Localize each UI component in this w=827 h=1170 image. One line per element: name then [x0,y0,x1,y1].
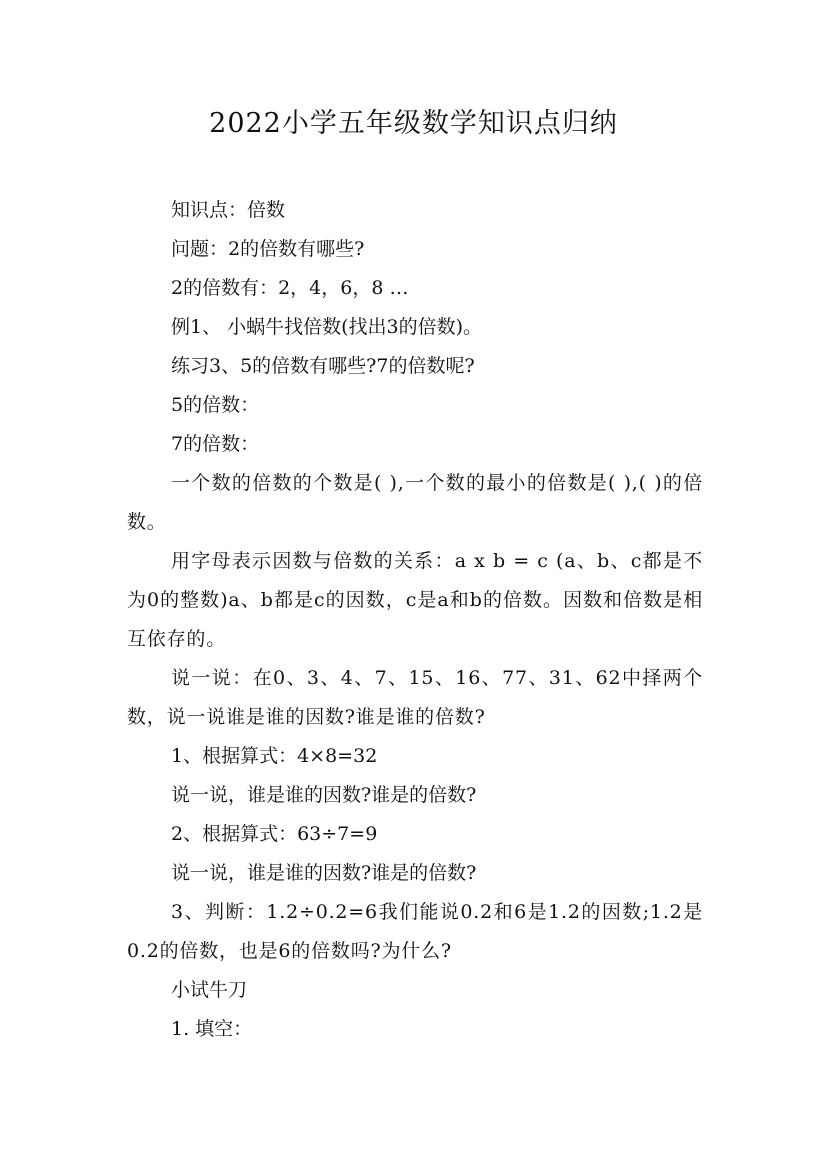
paragraph-knowledge-point: 知识点：倍数 [171,199,286,221]
paragraph-exercise: 练习3、5的倍数有哪些?7的倍数呢? [171,355,475,377]
document-title: 2022小学五年级数学知识点归纳 [209,108,618,139]
paragraph-fill-blank: 1. 填空： [171,1018,253,1040]
paragraph-say-it-3: 说一说，谁是谁的因数?谁是的倍数? [171,862,477,884]
paragraph-letter-relation: 用字母表示因数与倍数的关系：a x b = c (a、b、c都是不为0的整数)a、b都是c的因数，c是a和b的倍数。因数和倍数是相互依存的。 [127,550,703,650]
paragraph-formula-2: 2、根据算式：63÷7=9 [171,823,378,845]
paragraph-say-it-2: 说一说，谁是谁的因数?谁是的倍数? [171,784,477,806]
paragraph-multiples-of-5: 5的倍数： [171,394,260,416]
document-body [127,191,703,1049]
paragraph-say-it: 说一说：在0、3、4、7、15、16、77、31、62中择两个数，说一说谁是谁的因数?谁是谁的倍数? [127,667,703,728]
paragraph-multiples-of-7: 7的倍数： [171,433,260,455]
paragraph-judgement: 3、判断：1.2÷0.2=6我们能说0.2和6是1.2的因数;1.2是0.2的倍数，也是6的倍数吗?为什么? [127,901,703,962]
paragraph-multiples-of-2: 2的倍数有：2，4，6，8 … [171,277,409,299]
paragraph-question: 问题：2的倍数有哪些? [171,238,365,260]
paragraph-example-1: 例1、 小蜗牛找倍数(找出3的倍数)。 [171,316,483,338]
paragraph-formula-1: 1、根据算式：4×8=32 [171,745,378,767]
paragraph-practice-heading: 小试牛刀 [171,979,248,1001]
paragraph-multiple-count: 一个数的倍数的个数是( ),一个数的最小的倍数是( ),( )的倍数。 [127,472,703,533]
